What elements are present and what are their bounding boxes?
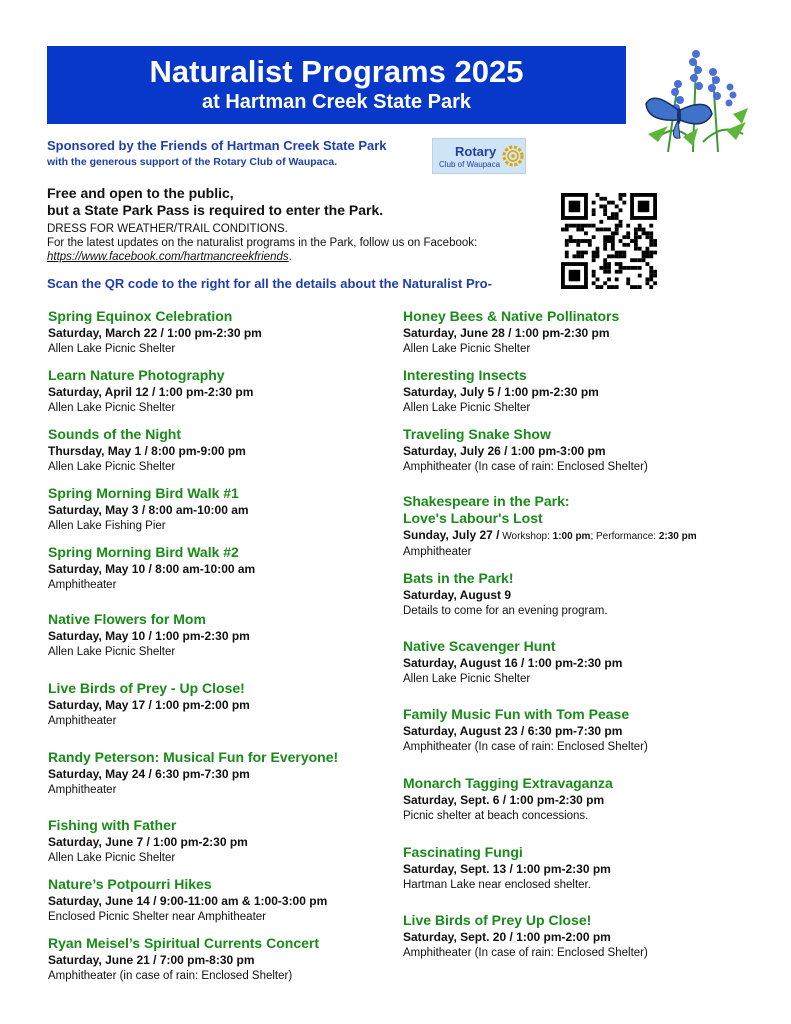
event-title: Interesting Insects: [403, 367, 527, 383]
event-title: Native Scavenger Hunt: [403, 638, 556, 654]
event-date: Saturday, June 7 / 1:00 pm-2:30 pm: [48, 835, 248, 849]
event-item: [48, 680, 388, 728]
event-date: Saturday, June 21 / 7:00 pm-8:30 pm: [48, 953, 255, 967]
event-date: Saturday, Sept. 20 / 1:00 pm-2:00 pm: [403, 930, 611, 944]
event-title: Randy Peterson: Musical Fun for Everyone!: [48, 749, 339, 765]
workshop-label: Workshop:: [499, 531, 553, 542]
event-title: Shakespeare in the Park:: [403, 493, 570, 509]
event-shakespeare: [403, 493, 743, 559]
event-title: Live Birds of Prey - Up Close!: [48, 680, 245, 696]
event-location: Allen Lake Picnic Shelter: [403, 402, 531, 414]
event-item: [48, 308, 388, 356]
event-date: Thursday, May 1 / 8:00 pm-9:00 pm: [48, 444, 246, 458]
event-date: Saturday, Sept. 6 / 1:00 pm-2:30 pm: [403, 793, 605, 807]
event-location: Enclosed Picnic Shelter near Amphitheater: [48, 911, 266, 923]
event-item: [403, 912, 743, 960]
facebook-link[interactable]: https://www.facebook.com/hartmancreekfriends: [47, 251, 289, 263]
event-item: [403, 367, 743, 415]
event-date: Saturday, June 28 / 1:00 pm-2:30 pm: [403, 326, 610, 340]
event-item: [48, 817, 388, 865]
event-date: Saturday, August 16 / 1:00 pm-2:30 pm: [403, 656, 623, 670]
event-title: Live Birds of Prey Up Close!: [403, 912, 592, 928]
page-title: Naturalist Programs 2025: [149, 54, 524, 89]
performance-time: 2:30 pm: [658, 531, 697, 542]
event-location: Allen Lake Picnic Shelter: [403, 343, 531, 355]
event-date: Saturday, July 5 / 1:00 pm-2:30 pm: [403, 385, 599, 399]
event-title: Sounds of the Night: [48, 426, 181, 442]
event-title: Fascinating Fungi: [403, 844, 523, 860]
rotary-wheel-icon: [502, 145, 524, 167]
event-title: Native Flowers for Mom: [48, 611, 206, 627]
event-location: Amphitheater (In case of rain: Enclosed Shelter): [403, 741, 648, 753]
event-title: Honey Bees & Native Pollinators: [403, 308, 620, 324]
event-location: Amphitheater: [403, 546, 472, 558]
event-title: Spring Morning Bird Walk #2: [48, 544, 239, 560]
facebook-period: .: [288, 251, 292, 263]
event-title: Bats in the Park!: [403, 570, 514, 586]
event-item: [48, 749, 388, 797]
event-item: [48, 367, 388, 415]
event-item: [403, 775, 743, 823]
event-location: Allen Lake Picnic Shelter: [48, 646, 176, 658]
event-title: Learn Nature Photography: [48, 367, 225, 383]
sponsor-block: [47, 138, 387, 170]
event-date: Saturday, July 26 / 1:00 pm-3:00 pm: [403, 444, 606, 458]
event-location: Amphitheater: [48, 784, 117, 796]
event-date: Saturday, May 3 / 8:00 am-10:00 am: [48, 503, 249, 517]
event-title: Ryan Meisel’s Spiritual Currents Concert: [48, 935, 319, 951]
event-item: [48, 544, 388, 592]
event-title: Traveling Snake Show: [403, 426, 551, 442]
workshop-time: 1:00 pm: [552, 531, 591, 542]
event-date: Saturday, March 22 / 1:00 pm-2:30 pm: [48, 326, 262, 340]
updates-line: For the latest updates on the naturalist programs in the Park, follow us on Facebook:: [47, 237, 478, 249]
event-location: Details to come for an evening program.: [403, 605, 608, 617]
event-title: Spring Morning Bird Walk #1: [48, 485, 239, 501]
event-item: [403, 426, 743, 474]
rotary-club: Club of Waupaca: [439, 160, 501, 169]
event-location: Amphitheater (In case of rain: Enclosed Shelter): [403, 461, 648, 473]
event-date-main: Sunday, July 27 /: [403, 528, 500, 542]
dress-line: DRESS FOR WEATHER/TRAIL CONDITIONS.: [47, 223, 288, 235]
event-title: Monarch Tagging Extravaganza: [403, 775, 613, 791]
title-banner: [47, 46, 626, 124]
separator: ;: [590, 531, 597, 542]
event-title: Nature’s Potpourri Hikes: [48, 876, 212, 892]
performance-label: Performance:: [596, 531, 659, 542]
event-date: Saturday, June 14 / 9:00-11:00 am & 1:00-3:00 pm: [48, 894, 328, 908]
event-location: Amphitheater: [48, 715, 117, 727]
event-item: [48, 426, 388, 474]
event-item: [48, 485, 388, 533]
rotary-name: Rotary: [455, 144, 497, 159]
event-location: Amphitheater (In case of rain: Enclosed Shelter): [403, 947, 648, 959]
event-location: Picnic shelter at beach concessions.: [403, 810, 589, 822]
event-date: Saturday, August 9: [403, 588, 512, 602]
event-item: [403, 706, 743, 754]
facebook-line: [47, 250, 477, 264]
event-location: Allen Lake Picnic Shelter: [48, 852, 176, 864]
event-title: Spring Equinox Celebration: [48, 308, 233, 324]
event-item: [403, 844, 743, 892]
free-admission-notice: [47, 185, 383, 219]
event-date: Saturday, May 10 / 8:00 am-10:00 am: [48, 562, 256, 576]
event-location: Allen Lake Picnic Shelter: [48, 343, 176, 355]
event-title-2: Love's Labour's Lost: [403, 510, 543, 526]
scan-qr-line: Scan the QR code to the right for all the details about the Naturalist Pro-: [47, 276, 492, 291]
event-title: Fishing with Father: [48, 817, 177, 833]
sponsor-line: Sponsored by the Friends of Hartman Creek State Park: [47, 138, 387, 153]
event-location: Allen Lake Picnic Shelter: [48, 402, 176, 414]
dress-notice: [47, 222, 477, 264]
event-location: Allen Lake Fishing Pier: [48, 520, 166, 532]
event-item: [403, 308, 743, 356]
qr-code-icon[interactable]: [561, 193, 657, 289]
event-item: [403, 570, 743, 618]
event-location: Amphitheater: [48, 579, 117, 591]
page-subtitle: at Hartman Creek State Park: [201, 91, 471, 113]
event-location: Hartman Lake near enclosed shelter.: [403, 879, 591, 891]
event-date: Saturday, May 17 / 1:00 pm-2:00 pm: [48, 698, 250, 712]
event-title: Family Music Fun with Tom Pease: [403, 706, 630, 722]
event-item: [48, 611, 388, 659]
event-item: [48, 935, 388, 983]
event-location: Allen Lake Picnic Shelter: [403, 673, 531, 685]
event-date: Saturday, Sept. 13 / 1:00 pm-2:30 pm: [403, 862, 611, 876]
free-line-2: but a State Park Pass is required to enter the Park.: [47, 202, 384, 218]
event-date: Saturday, May 10 / 1:00 pm-2:30 pm: [48, 629, 250, 643]
free-line-1: Free and open to the public,: [47, 185, 234, 201]
rotary-support-line: with the generous support of the Rotary Club of Waupaca.: [47, 156, 338, 168]
event-item: [403, 638, 743, 686]
event-date: Saturday, May 24 / 6:30 pm-7:30 pm: [48, 767, 250, 781]
event-date: Saturday, April 12 / 1:00 pm-2:30 pm: [48, 385, 254, 399]
lupine-butterfly-icon: [638, 42, 750, 154]
event-date: [403, 528, 743, 544]
event-date: Saturday, August 23 / 6:30 pm-7:30 pm: [403, 724, 623, 738]
rotary-logo: [432, 138, 526, 174]
event-item: [48, 876, 388, 924]
event-location: Amphitheater (in case of rain: Enclosed Shelter): [48, 970, 293, 982]
event-location: Allen Lake Picnic Shelter: [48, 461, 176, 473]
